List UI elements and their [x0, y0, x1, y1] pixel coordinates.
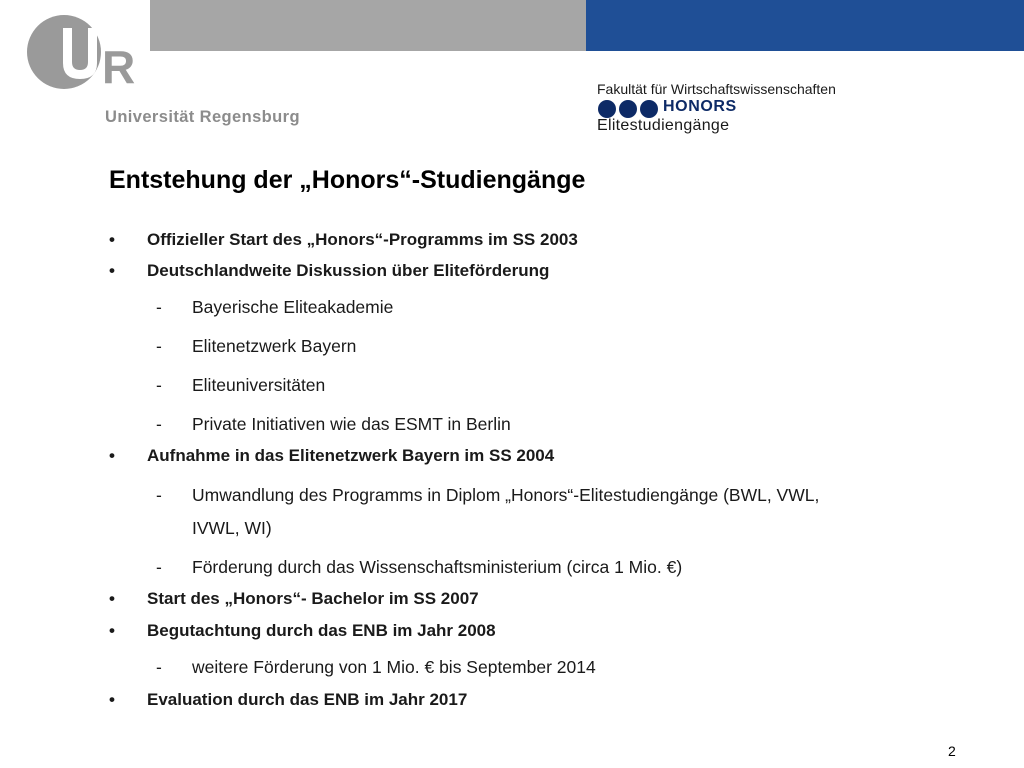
dash-marker: - [156, 557, 162, 577]
honors-logo-subtitle: Elitestudiengänge [597, 117, 730, 134]
faculty-name: Fakultät für Wirtschaftswissenschaften [597, 81, 836, 97]
honors-logo-dots-icon [597, 99, 661, 119]
bullet-text: Begutachtung durch das ENB im Jahr 2008 [147, 621, 496, 640]
sub-item [156, 557, 682, 578]
sub-item-continuation: IVWL, WI) [192, 518, 272, 538]
sub-item [156, 375, 325, 396]
sub-item [156, 336, 356, 357]
bullet-marker: • [109, 621, 115, 640]
bullet-marker: • [109, 690, 115, 709]
sub-item-text: weitere Förderung von 1 Mio. € bis September 2014 [192, 657, 596, 677]
dash-marker: - [156, 485, 162, 505]
bullet-text: Start des „Honors“- Bachelor im SS 2007 [147, 589, 479, 608]
bullet-text: Deutschlandweite Diskussion über Eliteförderung [147, 261, 550, 280]
sub-item-text: Bayerische Eliteakademie [192, 297, 394, 317]
sub-item [156, 485, 819, 506]
honors-logo-word: HONORS [663, 98, 737, 115]
university-name: Universität Regensburg [105, 108, 300, 126]
dash-marker: - [156, 375, 162, 395]
header-bar-blue [586, 0, 1024, 51]
sub-item-text: Umwandlung des Programms in Diplom „Honors“-Elitestudiengänge (BWL, VWL, [192, 485, 820, 505]
bullet-item [109, 261, 549, 281]
bullet-item [109, 446, 554, 466]
dash-marker: - [156, 336, 162, 356]
dash-marker: - [156, 297, 162, 317]
dash-marker: - [156, 657, 162, 677]
sub-item [156, 297, 393, 318]
sub-item-text: Private Initiativen wie das ESMT in Berlin [192, 414, 511, 434]
bullet-text: Evaluation durch das ENB im Jahr 2017 [147, 690, 468, 709]
bullet-marker: • [109, 261, 115, 280]
header-bar-gray [150, 0, 586, 51]
sub-item [156, 414, 511, 435]
page-number: 2 [948, 743, 956, 759]
bullet-item [109, 230, 578, 250]
bullet-item [109, 621, 496, 641]
bullet-item [109, 589, 479, 609]
university-logo [22, 10, 152, 110]
bullet-marker: • [109, 446, 115, 465]
bullet-marker: • [109, 230, 115, 249]
sub-item-text: Förderung durch das Wissenschaftsministerium (circa 1 Mio. €) [192, 557, 683, 577]
dash-marker: - [156, 414, 162, 434]
sub-item [156, 657, 596, 678]
sub-item-text: Elitenetzwerk Bayern [192, 336, 357, 356]
logo-letter-r: R [102, 41, 136, 93]
bullet-item [109, 690, 467, 710]
slide-title: Entstehung der „Honors“-Studiengänge [109, 166, 586, 194]
sub-item-text: Eliteuniversitäten [192, 375, 326, 395]
bullet-text: Offizieller Start des „Honors“-Programms im SS 2003 [147, 230, 578, 249]
bullet-text: Aufnahme in das Elitenetzwerk Bayern im SS 2004 [147, 446, 555, 465]
bullet-marker: • [109, 589, 115, 608]
